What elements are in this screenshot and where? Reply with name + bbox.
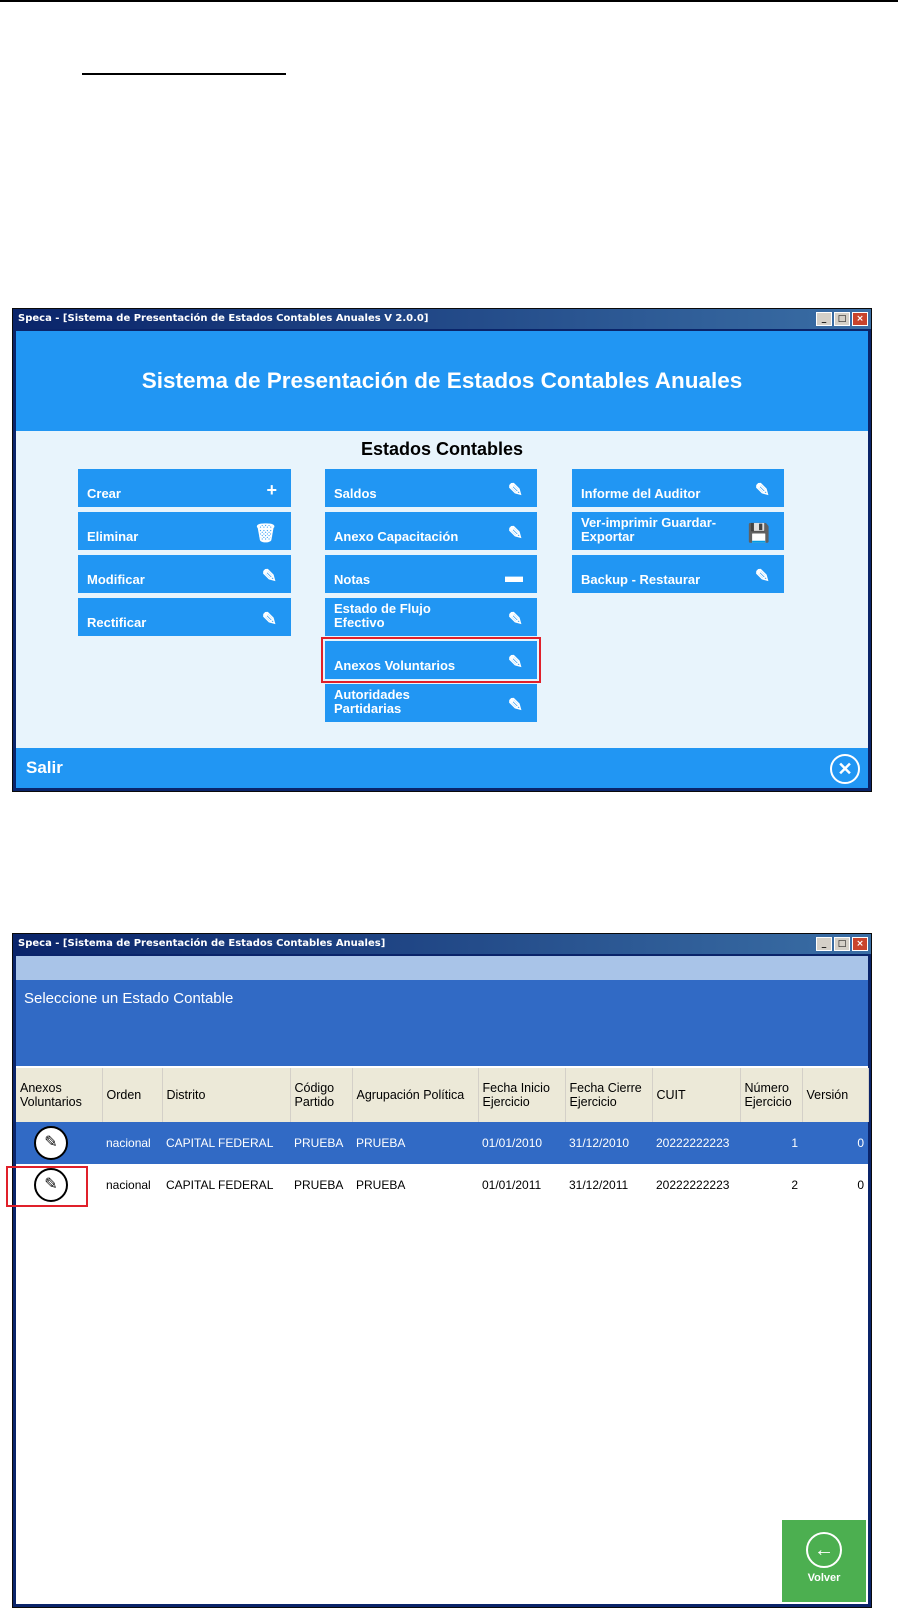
- menu-tile-label: Estado de Flujo Efectivo: [334, 601, 431, 630]
- cell-cuit: 20222222223: [652, 1122, 740, 1164]
- back-arrow-icon: ←: [806, 1532, 842, 1568]
- menu-tile-notas[interactable]: [325, 555, 537, 593]
- page-header-rule: [0, 0, 898, 2]
- column-header[interactable]: Código Partido: [290, 1068, 352, 1122]
- maximize-icon[interactable]: □: [834, 312, 850, 326]
- cell-agrupacion: PRUEBA: [352, 1164, 478, 1206]
- exit-label[interactable]: Salir: [26, 758, 63, 777]
- menu-tile-label: Ver-imprimir Guardar-Exportar: [581, 515, 717, 544]
- cell-agrupacion: PRUEBA: [352, 1122, 478, 1164]
- menu-tile-label: Modificar: [87, 572, 145, 587]
- menu-tile-estado-de-flujo-efectivo[interactable]: [325, 598, 537, 636]
- cell-codigo: PRUEBA: [290, 1122, 352, 1164]
- column-header[interactable]: Número Ejercicio: [740, 1068, 802, 1122]
- edit-pencil-icon[interactable]: ✎: [34, 1168, 68, 1202]
- back-button[interactable]: [782, 1520, 866, 1602]
- instruction-text: Seleccione un Estado Contable: [24, 990, 234, 1007]
- table-row[interactable]: [16, 1164, 868, 1206]
- pencil-icon: ✎: [507, 695, 523, 715]
- menu-tile-eliminar[interactable]: [78, 512, 291, 550]
- cell-cierre: 31/12/2010: [565, 1122, 652, 1164]
- heading-underline: [82, 73, 286, 75]
- pencil-icon: ✎: [261, 566, 277, 586]
- menu-tile-crear[interactable]: [78, 469, 291, 507]
- exit-icon[interactable]: ✕: [830, 754, 860, 784]
- cell-distrito: CAPITAL FEDERAL: [162, 1164, 290, 1206]
- pencil-icon: ✎: [261, 609, 277, 629]
- maximize-icon[interactable]: □: [834, 937, 850, 951]
- cell-orden: nacional: [102, 1164, 162, 1206]
- save-icon: 💾: [747, 523, 770, 543]
- selection-window: [12, 933, 872, 1608]
- menu-tile-label: Anexos Voluntarios: [334, 658, 456, 673]
- menu-tile-label: Rectificar: [87, 615, 147, 630]
- section-title: Estados Contables: [360, 439, 524, 459]
- cell-version: 0: [802, 1164, 868, 1206]
- app-title: Sistema de Presentación de Estados Contables Anuales: [141, 368, 743, 393]
- pencil-icon: ✎: [507, 480, 523, 500]
- close-icon[interactable]: ×: [852, 312, 868, 326]
- menu-tile-anexos-voluntarios[interactable]: [325, 641, 537, 679]
- menu-tile-label: Notas: [334, 572, 371, 587]
- menu-tile-saldos[interactable]: [325, 469, 537, 507]
- cell-orden: nacional: [102, 1122, 162, 1164]
- menu-tile-label: Eliminar: [87, 529, 139, 544]
- column-header[interactable]: Fecha Inicio Ejercicio: [478, 1068, 565, 1122]
- cell-distrito: CAPITAL FEDERAL: [162, 1122, 290, 1164]
- column-header[interactable]: Fecha Cierre Ejercicio: [565, 1068, 652, 1122]
- column-header[interactable]: Orden: [102, 1068, 162, 1122]
- menu-tile-label: Informe del Auditor: [581, 486, 701, 501]
- window-controls: [816, 937, 868, 951]
- pencil-icon: ✎: [754, 480, 770, 500]
- minimize-icon[interactable]: _: [816, 312, 832, 326]
- cell-numero: 2: [740, 1164, 802, 1206]
- column-header[interactable]: CUIT: [652, 1068, 740, 1122]
- edit-pencil-icon[interactable]: ✎: [34, 1126, 68, 1160]
- menu-tile-label: Saldos: [334, 486, 377, 501]
- trash-icon: 🗑: [254, 523, 277, 543]
- menu-tile-rectificar[interactable]: [78, 598, 291, 636]
- menu-tile-ver-imprimir-guardar-exportar[interactable]: [572, 512, 784, 550]
- cell-numero: 1: [740, 1122, 802, 1164]
- toolbar-strip: [16, 956, 868, 980]
- menu-tile-label: Anexo Capacitación: [334, 529, 459, 544]
- instruction-banner: [16, 980, 868, 1066]
- minimize-icon[interactable]: _: [816, 937, 832, 951]
- selection-body: [16, 956, 868, 1604]
- column-header[interactable]: Versión: [802, 1068, 868, 1122]
- table-header: [16, 1068, 868, 1122]
- back-label: Volver: [807, 1572, 841, 1584]
- window-controls: [816, 312, 868, 326]
- pencil-icon: ✎: [507, 652, 523, 672]
- cell-inicio: 01/01/2010: [478, 1122, 565, 1164]
- menu-tile-modificar[interactable]: [78, 555, 291, 593]
- cell-version: 0: [802, 1122, 868, 1164]
- pencil-icon: ✎: [754, 566, 770, 586]
- cell-codigo: PRUEBA: [290, 1164, 352, 1206]
- close-icon[interactable]: ×: [852, 937, 868, 951]
- menu-tile-label: Crear: [87, 486, 121, 501]
- menu-tile-backup-restaurar[interactable]: [572, 555, 784, 593]
- menu-tile-label: Backup - Restaurar: [581, 572, 701, 587]
- window-titlebar: [13, 934, 871, 954]
- pencil-icon: ✎: [507, 523, 523, 543]
- plus-icon: +: [266, 480, 277, 500]
- main-menu-window: [12, 308, 872, 792]
- folder-icon: ▬: [505, 566, 523, 586]
- menu-tile-informe-del-auditor[interactable]: [572, 469, 784, 507]
- column-header[interactable]: Agrupación Política: [352, 1068, 478, 1122]
- table-body: [16, 1122, 868, 1206]
- estados-table: [16, 1068, 869, 1206]
- window-titlebar: [13, 309, 871, 329]
- window-title: Speca - [Sistema de Presentación de Estados Contables Anuales V 2.0.0]: [18, 313, 429, 324]
- cell-cierre: 31/12/2011: [565, 1164, 652, 1206]
- edit-cell[interactable]: [16, 1122, 102, 1164]
- menu-tile-label: Autoridades Partidarias: [334, 687, 410, 716]
- column-header[interactable]: Anexos Voluntarios: [16, 1068, 102, 1122]
- cell-cuit: 20222222223: [652, 1164, 740, 1206]
- table-row[interactable]: [16, 1122, 868, 1164]
- window-title: Speca - [Sistema de Presentación de Estados Contables Anuales]: [18, 938, 386, 949]
- footer-bar: [16, 748, 868, 788]
- column-header[interactable]: Distrito: [162, 1068, 290, 1122]
- app-banner: [16, 331, 868, 431]
- main-menu-body: [16, 331, 868, 788]
- menu-tile-autoridades-partidarias[interactable]: [325, 684, 537, 722]
- pencil-icon: ✎: [507, 609, 523, 629]
- highlight-box: [6, 1166, 88, 1207]
- cell-inicio: 01/01/2011: [478, 1164, 565, 1206]
- menu-tile-anexo-capacitaci-n[interactable]: [325, 512, 537, 550]
